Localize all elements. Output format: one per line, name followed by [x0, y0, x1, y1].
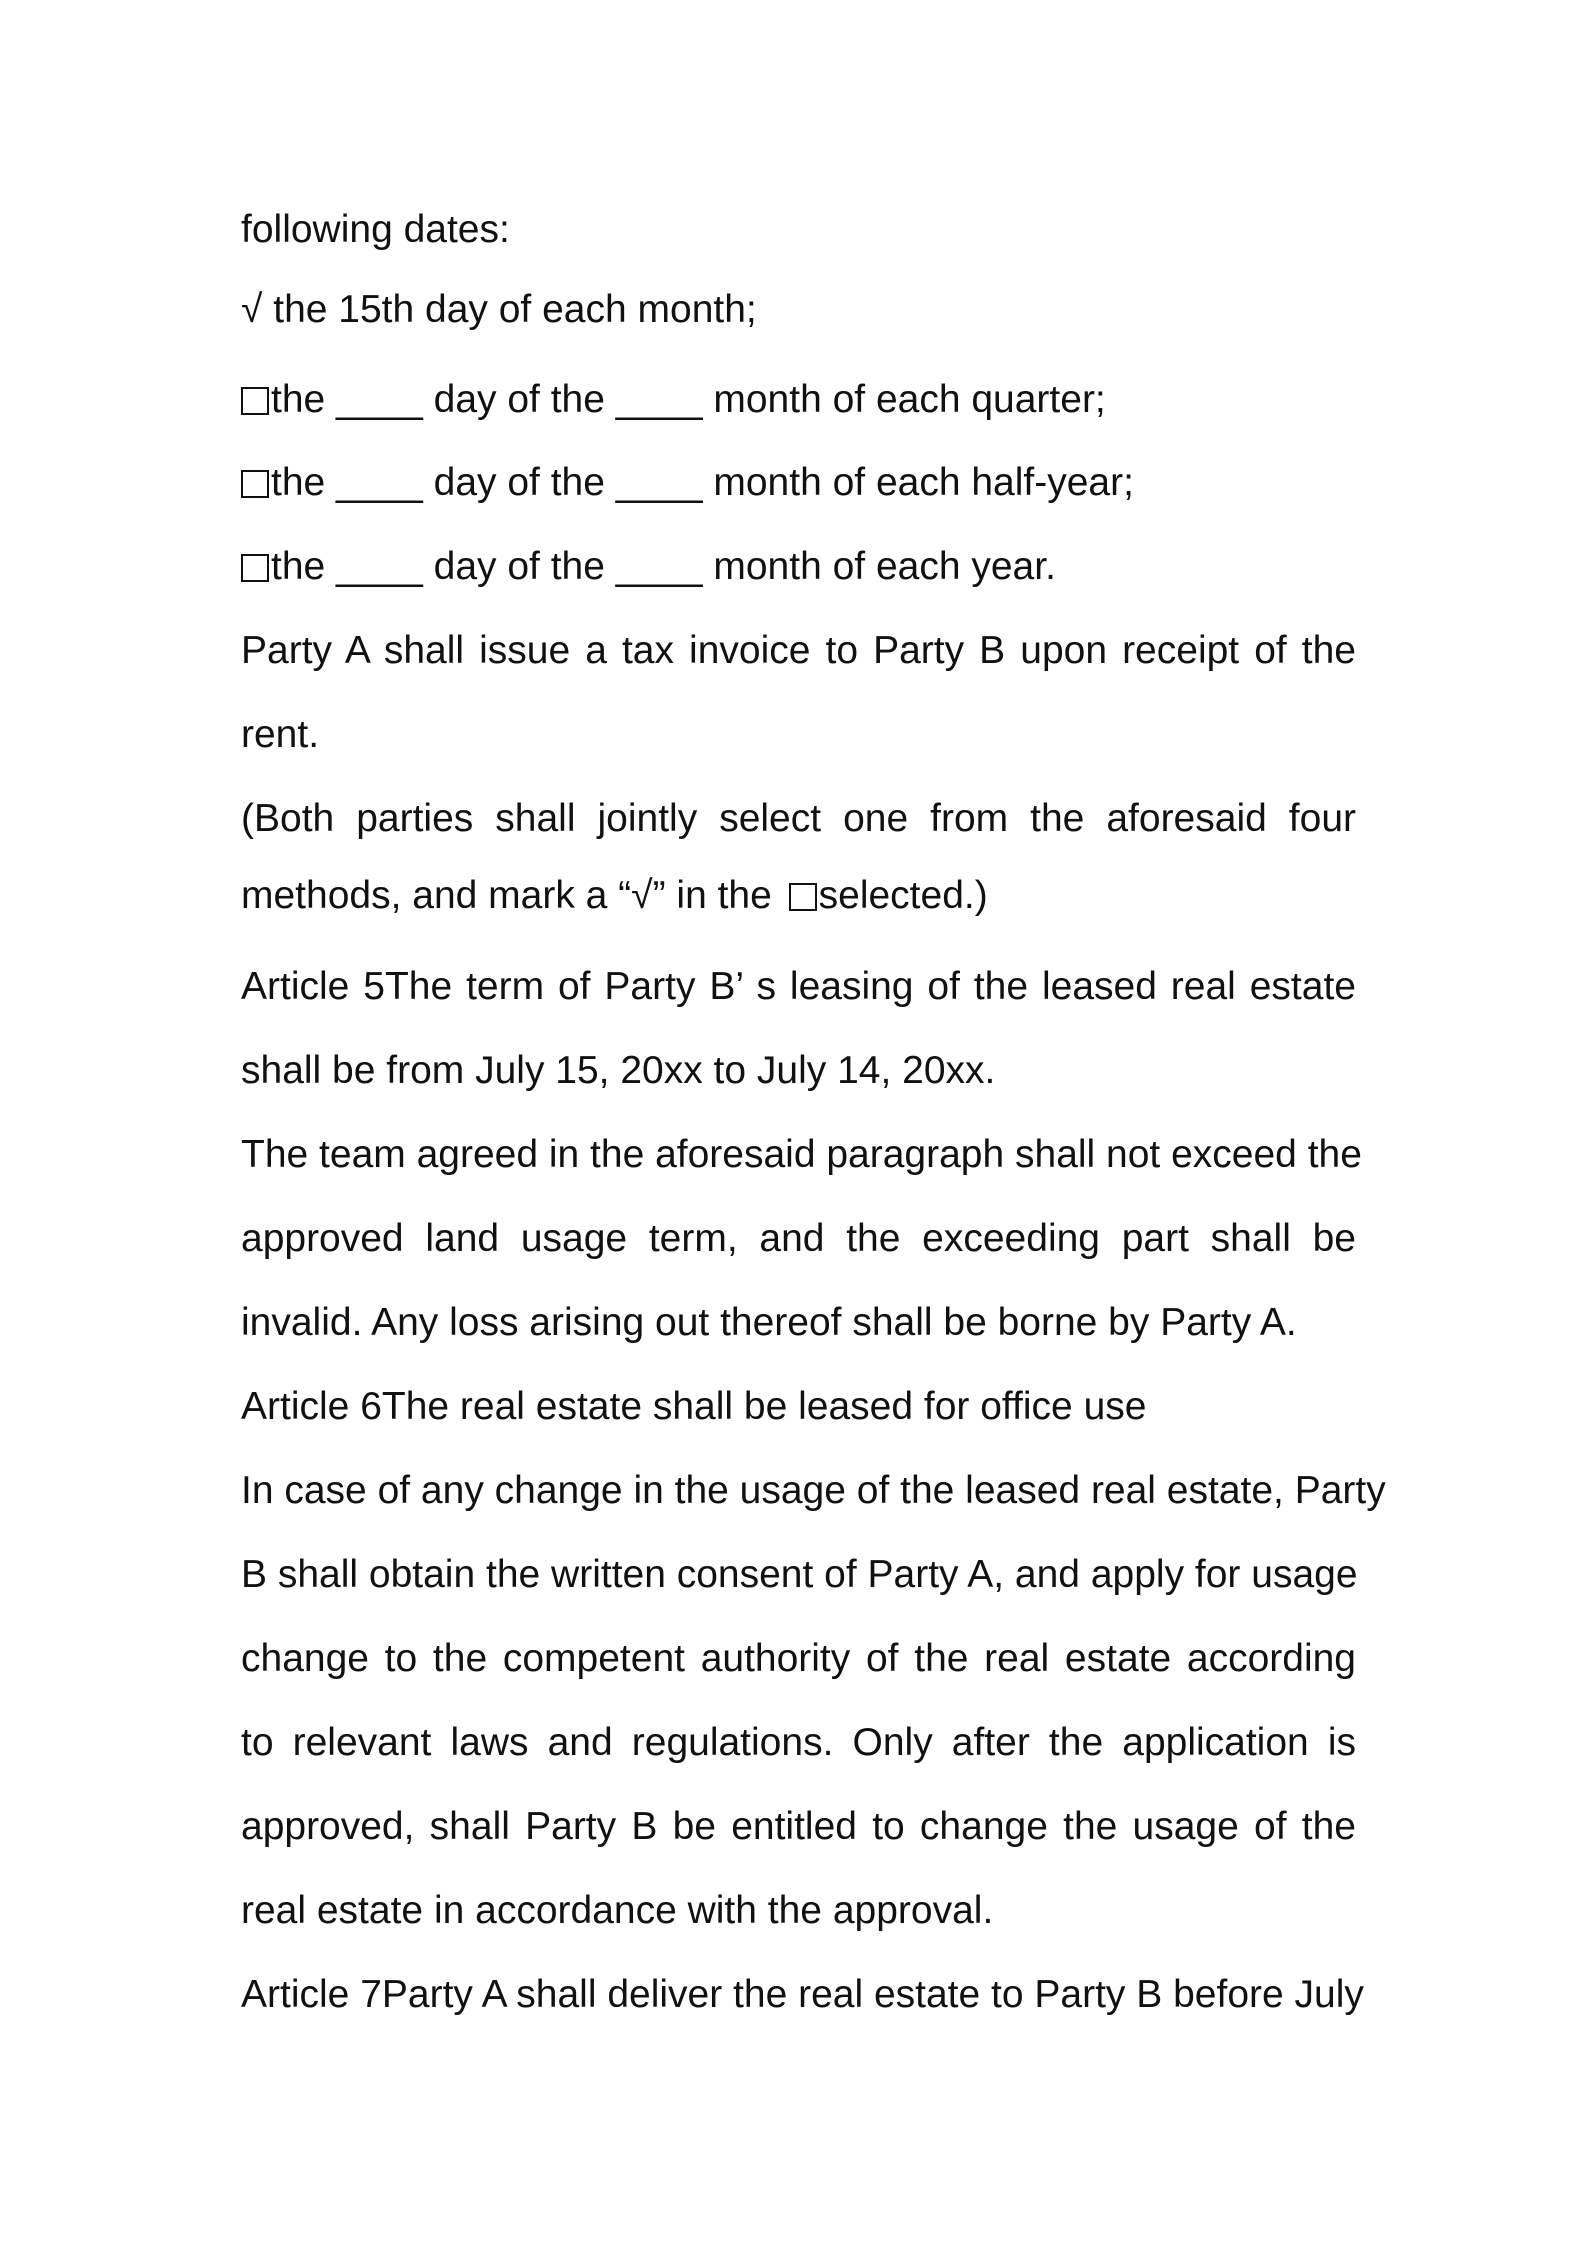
text-line: approved, shall Party B be entitled to change the usage of the: [241, 1805, 1356, 1848]
article-6-heading: Article 6The real estate shall be leased for office use: [241, 1385, 1147, 1428]
option-half-year: [241, 459, 1356, 507]
text-line: invalid. Any loss arising out thereof shall be borne by Party A.: [241, 1301, 1297, 1344]
text-line: (Both parties shall jointly select one from the aforesaid four: [241, 797, 1356, 840]
text-line: In case of any change in the usage of the leased real estate, Party: [241, 1469, 1386, 1512]
text-line: to relevant laws and regulations. Only after the application is: [241, 1721, 1356, 1764]
text-line: B shall obtain the written consent of Party A, and apply for usage: [241, 1553, 1358, 1596]
option-quarter-text: the ____ day of the ____ month of each quarter;: [271, 378, 1106, 421]
option-half-year-text: the ____ day of the ____ month of each half-year;: [271, 461, 1134, 504]
text-line: shall be from July 15, 20xx to July 14, 20xx.: [241, 1049, 996, 1092]
text-line: following dates:: [241, 208, 510, 251]
checkbox-icon: [241, 554, 269, 582]
text-line-checked-option: √ the 15th day of each month;: [241, 288, 757, 331]
article-5-heading: Article 5The term of Party B’ s leasing of the leased real estate: [241, 965, 1356, 1008]
mark-instruction-text: methods, and mark a “√” in the: [241, 874, 783, 917]
text-line: real estate in accordance with the approval.: [241, 1889, 994, 1932]
text-line: rent.: [241, 713, 320, 756]
checkbox-icon: [789, 883, 817, 911]
checkbox-icon: [241, 470, 269, 498]
checkbox-icon: [241, 387, 269, 415]
option-year: [241, 543, 1356, 591]
mark-instruction-tail: selected.): [818, 874, 988, 917]
text-line: change to the competent authority of the real estate according: [241, 1637, 1356, 1680]
option-quarter: [241, 376, 1356, 424]
text-line: The team agreed in the aforesaid paragraph shall not exceed the: [241, 1133, 1362, 1176]
text-line: Party A shall issue a tax invoice to Party B upon receipt of the: [241, 629, 1356, 672]
option-year-text: the ____ day of the ____ month of each year.: [271, 545, 1056, 588]
text-line-mark-instruction: [241, 872, 1356, 920]
article-7-heading: Article 7Party A shall deliver the real estate to Party B before July: [241, 1973, 1364, 2016]
text-line: approved land usage term, and the exceeding part shall be: [241, 1217, 1356, 1260]
